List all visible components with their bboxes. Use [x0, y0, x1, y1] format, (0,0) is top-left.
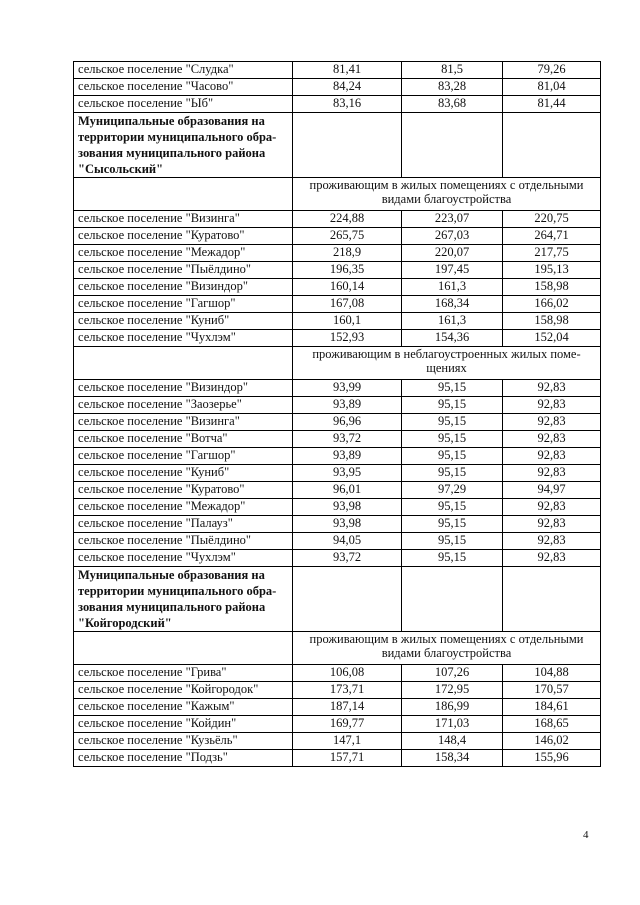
value-cell-1: 157,71: [293, 750, 402, 767]
table-row: [74, 397, 601, 414]
value-cell-1: 81,41: [293, 62, 402, 79]
settlement-name: сельское поселение "Часово": [74, 79, 293, 96]
value-cell-2: 186,99: [402, 699, 503, 716]
empty-cell: [74, 632, 293, 665]
table-row: [74, 750, 601, 767]
value-cell-3: 155,96: [503, 750, 601, 767]
municipality-title: Муниципальные образования на территории муниципального обра- зования муниципального района "Койгородский": [74, 567, 293, 632]
value-cell-3: 79,26: [503, 62, 601, 79]
value-cell-1: 147,1: [293, 733, 402, 750]
value-cell-2: 171,03: [402, 716, 503, 733]
value-cell-1: 96,01: [293, 482, 402, 499]
value-cell-3: 168,65: [503, 716, 601, 733]
settlement-name: сельское поселение "Койгородок": [74, 682, 293, 699]
value-cell-1: 187,14: [293, 699, 402, 716]
value-cell-1: 94,05: [293, 533, 402, 550]
tariff-table-body: [74, 62, 601, 767]
category-label: проживающим в неблагоустроенных жилых поме- щениях: [293, 347, 601, 380]
table-row: [74, 716, 601, 733]
value-cell-2: 168,34: [402, 296, 503, 313]
table-row: [74, 380, 601, 397]
settlement-name: сельское поселение "Ыб": [74, 96, 293, 113]
value-cell-3: 217,75: [503, 245, 601, 262]
table-row: [74, 279, 601, 296]
category-header-row: [74, 632, 601, 665]
settlement-name: сельское поселение "Межадор": [74, 245, 293, 262]
value-cell-1: 83,16: [293, 96, 402, 113]
value-cell-3: 92,83: [503, 465, 601, 482]
settlement-name: сельское поселение "Куратово": [74, 482, 293, 499]
value-cell-2: 83,28: [402, 79, 503, 96]
value-cell-3: 170,57: [503, 682, 601, 699]
value-cell-2: 220,07: [402, 245, 503, 262]
category-label: проживающим в жилых помещениях с отдельными видами благоустройства: [293, 632, 601, 665]
value-cell-2: 197,45: [402, 262, 503, 279]
value-cell-1: 169,77: [293, 716, 402, 733]
municipality-header-row: [74, 567, 601, 632]
settlement-name: сельское поселение "Куниб": [74, 313, 293, 330]
table-row: [74, 245, 601, 262]
tariff-table: [73, 61, 601, 767]
value-cell-2: 267,03: [402, 228, 503, 245]
value-cell-2: 95,15: [402, 397, 503, 414]
value-cell-1: 218,9: [293, 245, 402, 262]
value-cell-3: 92,83: [503, 550, 601, 567]
value-cell-2: 148,4: [402, 733, 503, 750]
table-row: [74, 228, 601, 245]
value-cell-2: 95,15: [402, 533, 503, 550]
settlement-name: сельское поселение "Пыёлдино": [74, 533, 293, 550]
value-cell-3: 81,04: [503, 79, 601, 96]
value-cell-1: 152,93: [293, 330, 402, 347]
table-row: [74, 682, 601, 699]
empty-cell: [293, 113, 402, 178]
value-cell-1: 93,72: [293, 550, 402, 567]
value-cell-1: 196,35: [293, 262, 402, 279]
table-row: [74, 211, 601, 228]
table-row: [74, 313, 601, 330]
value-cell-1: 93,89: [293, 448, 402, 465]
settlement-name: сельское поселение "Визинга": [74, 211, 293, 228]
value-cell-3: 92,83: [503, 414, 601, 431]
value-cell-3: 166,02: [503, 296, 601, 313]
settlement-name: сельское поселение "Визиндор": [74, 380, 293, 397]
value-cell-2: 97,29: [402, 482, 503, 499]
table-row: [74, 665, 601, 682]
value-cell-1: 93,98: [293, 499, 402, 516]
empty-cell: [74, 347, 293, 380]
value-cell-2: 223,07: [402, 211, 503, 228]
table-row: [74, 550, 601, 567]
value-cell-2: 172,95: [402, 682, 503, 699]
value-cell-2: 161,3: [402, 279, 503, 296]
settlement-name: сельское поселение "Визинга": [74, 414, 293, 431]
value-cell-2: 81,5: [402, 62, 503, 79]
value-cell-2: 95,15: [402, 516, 503, 533]
settlement-name: сельское поселение "Гагшор": [74, 296, 293, 313]
value-cell-2: 95,15: [402, 431, 503, 448]
value-cell-1: 160,1: [293, 313, 402, 330]
value-cell-3: 184,61: [503, 699, 601, 716]
settlement-name: сельское поселение "Пыёлдино": [74, 262, 293, 279]
table-row: [74, 79, 601, 96]
table-row: [74, 448, 601, 465]
empty-cell: [402, 567, 503, 632]
settlement-name: сельское поселение "Вотча": [74, 431, 293, 448]
value-cell-2: 161,3: [402, 313, 503, 330]
value-cell-3: 152,04: [503, 330, 601, 347]
value-cell-3: 92,83: [503, 380, 601, 397]
settlement-name: сельское поселение "Подзь": [74, 750, 293, 767]
value-cell-1: 93,98: [293, 516, 402, 533]
value-cell-1: 173,71: [293, 682, 402, 699]
value-cell-1: 265,75: [293, 228, 402, 245]
municipality-title: Муниципальные образования на территории муниципального обра- зования муниципального района "Сысольский": [74, 113, 293, 178]
value-cell-2: 158,34: [402, 750, 503, 767]
value-cell-3: 146,02: [503, 733, 601, 750]
table-row: [74, 330, 601, 347]
value-cell-2: 95,15: [402, 380, 503, 397]
category-header-row: [74, 178, 601, 211]
settlement-name: сельское поселение "Слудка": [74, 62, 293, 79]
table-row: [74, 431, 601, 448]
settlement-name: сельское поселение "Куниб": [74, 465, 293, 482]
value-cell-3: 264,71: [503, 228, 601, 245]
value-cell-3: 92,83: [503, 533, 601, 550]
table-row: [74, 533, 601, 550]
table-row: [74, 62, 601, 79]
value-cell-1: 93,89: [293, 397, 402, 414]
settlement-name: сельское поселение "Межадор": [74, 499, 293, 516]
value-cell-1: 106,08: [293, 665, 402, 682]
table-row: [74, 414, 601, 431]
settlement-name: сельское поселение "Куратово": [74, 228, 293, 245]
value-cell-1: 224,88: [293, 211, 402, 228]
settlement-name: сельское поселение "Палауз": [74, 516, 293, 533]
value-cell-1: 93,72: [293, 431, 402, 448]
empty-cell: [503, 113, 601, 178]
table-row: [74, 516, 601, 533]
value-cell-3: 92,83: [503, 516, 601, 533]
value-cell-3: 92,83: [503, 431, 601, 448]
settlement-name: сельское поселение "Заозерье": [74, 397, 293, 414]
value-cell-2: 95,15: [402, 448, 503, 465]
settlement-name: сельское поселение "Кузьёль": [74, 733, 293, 750]
table-row: [74, 699, 601, 716]
table-row: [74, 482, 601, 499]
value-cell-1: 96,96: [293, 414, 402, 431]
table-row: [74, 499, 601, 516]
value-cell-2: 95,15: [402, 465, 503, 482]
value-cell-3: 158,98: [503, 313, 601, 330]
value-cell-2: 107,26: [402, 665, 503, 682]
settlement-name: сельское поселение "Кажым": [74, 699, 293, 716]
value-cell-1: 93,99: [293, 380, 402, 397]
settlement-name: сельское поселение "Чухлэм": [74, 550, 293, 567]
table-row: [74, 96, 601, 113]
empty-cell: [74, 178, 293, 211]
table-row: [74, 296, 601, 313]
table-row: [74, 733, 601, 750]
value-cell-1: 84,24: [293, 79, 402, 96]
table-row: [74, 262, 601, 279]
page-number: 4: [583, 829, 589, 841]
settlement-name: сельское поселение "Койдин": [74, 716, 293, 733]
value-cell-3: 92,83: [503, 448, 601, 465]
value-cell-2: 83,68: [402, 96, 503, 113]
settlement-name: сельское поселение "Грива": [74, 665, 293, 682]
value-cell-1: 167,08: [293, 296, 402, 313]
value-cell-3: 104,88: [503, 665, 601, 682]
value-cell-3: 81,44: [503, 96, 601, 113]
value-cell-1: 160,14: [293, 279, 402, 296]
value-cell-1: 93,95: [293, 465, 402, 482]
value-cell-3: 94,97: [503, 482, 601, 499]
value-cell-3: 92,83: [503, 499, 601, 516]
settlement-name: сельское поселение "Чухлэм": [74, 330, 293, 347]
category-header-row: [74, 347, 601, 380]
value-cell-2: 95,15: [402, 550, 503, 567]
value-cell-3: 158,98: [503, 279, 601, 296]
settlement-name: сельское поселение "Гагшор": [74, 448, 293, 465]
value-cell-3: 92,83: [503, 397, 601, 414]
value-cell-3: 195,13: [503, 262, 601, 279]
category-label: проживающим в жилых помещениях с отдельными видами благоустройства: [293, 178, 601, 211]
value-cell-2: 95,15: [402, 499, 503, 516]
value-cell-2: 95,15: [402, 414, 503, 431]
table-row: [74, 465, 601, 482]
settlement-name: сельское поселение "Визиндор": [74, 279, 293, 296]
municipality-header-row: [74, 113, 601, 178]
value-cell-3: 220,75: [503, 211, 601, 228]
empty-cell: [503, 567, 601, 632]
empty-cell: [402, 113, 503, 178]
empty-cell: [293, 567, 402, 632]
value-cell-2: 154,36: [402, 330, 503, 347]
